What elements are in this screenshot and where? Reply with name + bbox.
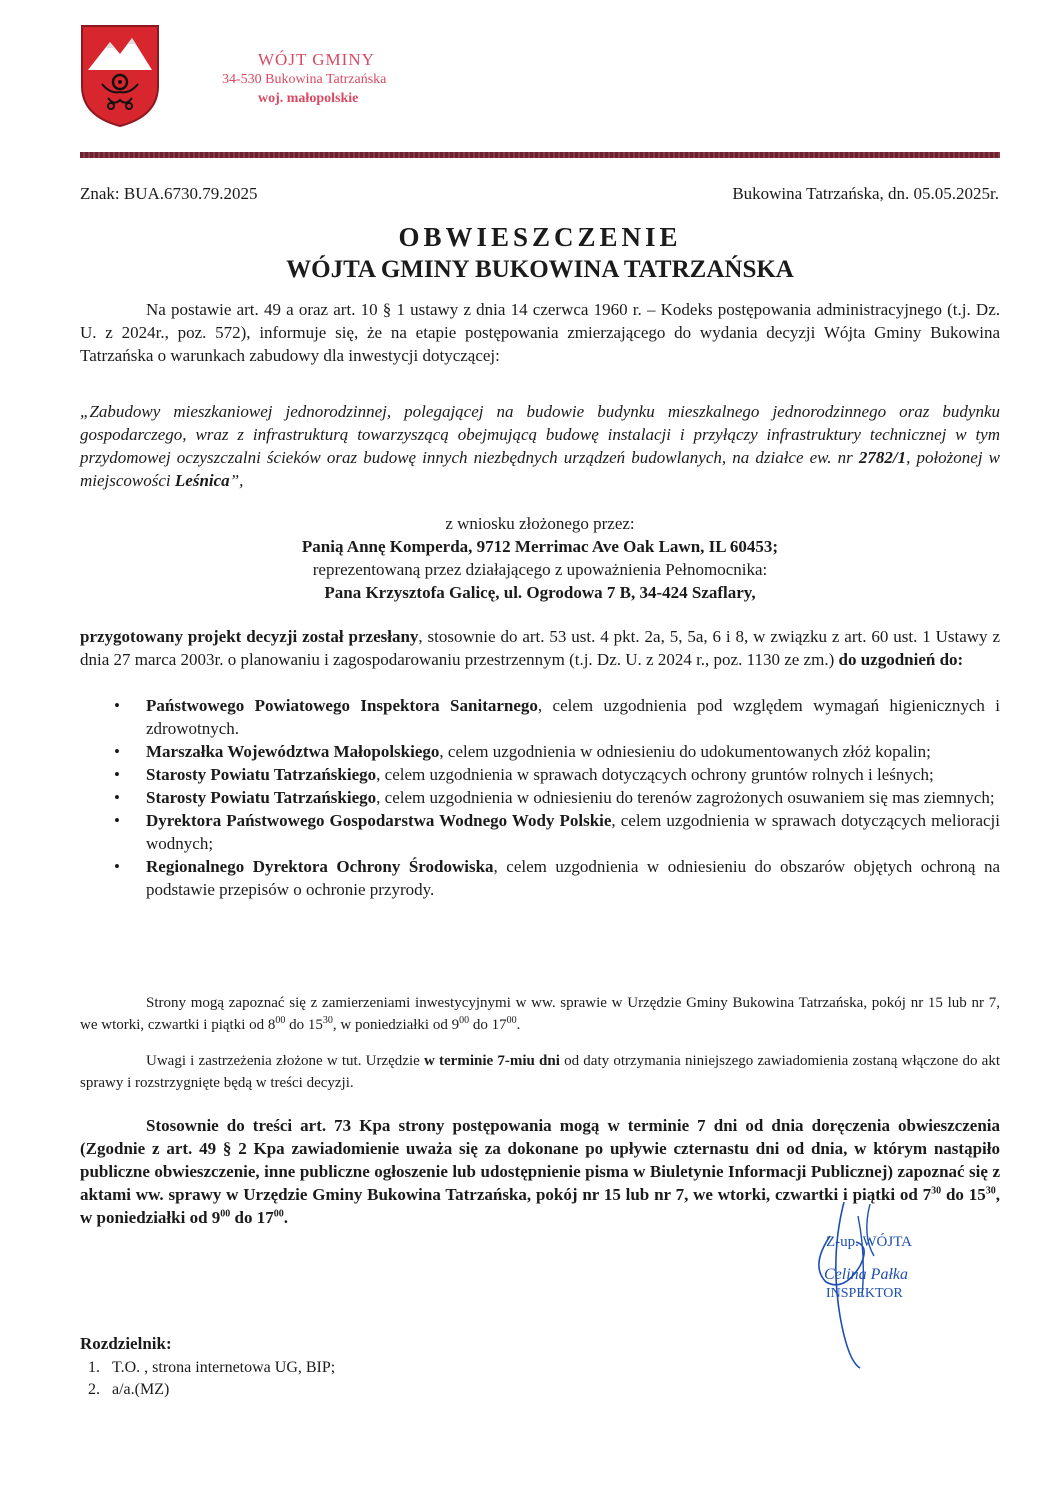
stamp-voivodeship: woj. małopolskie (258, 91, 359, 106)
signature-title: Z-up. WÓJTA (826, 1234, 913, 1250)
bullet-icon: • (114, 696, 120, 715)
bullet-icon: • (114, 788, 120, 807)
agency-purpose: , celem uzgodnienia pod względem wymagań higienicznych i zdrowotnych. (146, 696, 1000, 738)
header-divider (80, 152, 1000, 158)
sent-paragraph (80, 625, 1000, 671)
applicant: Panią Annę Komperda, 9712 Merrimac Ave Oak Lawn, IL 60453; (301, 537, 779, 556)
distribution-list (88, 1357, 335, 1401)
proxy: Pana Krzysztofa Galicę, ul. Ogrodowa 7 B, 34-424 Szaflary, (324, 583, 756, 602)
request-intro: z wniosku złożonego przez: (445, 514, 635, 533)
art73-paragraph: Stosownie do treści art. 73 Kpa strony postępowania mogą w terminie 7 dni od dnia doręczenia obwieszczenia (Zgodnie z art. 49 § 2 Kpa zawiadomienie uważa się za dokonane po upływie czternastu dni od dnia, w którym nastąpiło publiczne obwieszczenie, inne publiczne ogłoszenie lub udostępnienie pisma w Biuletynie Informacji Publicznej) zapoznać się z aktami ww. sprawy w Urzędzie Gminy Bukowina Tatrzańska, pokój nr 15 lub nr 7, we wtorki, czwartki i piątki od $7^{30}$ do $15^{30}$, w poniedziałki od $9^{00}$ do $17^{00}$. (80, 1116, 1000, 1227)
page-title: OBWIESZCZENIE (398, 222, 682, 252)
quote-mid: , położonej w miejscowości (80, 448, 1000, 490)
investment-description (80, 400, 1000, 492)
agency-name: Państwowego Powiatowego Inspektora Sanitarnego (146, 696, 538, 715)
list-item (80, 740, 1000, 763)
distribution-heading: Rozdzielnik: (80, 1334, 172, 1353)
plot-number: 2782/1 (858, 448, 907, 467)
parties-paragraph: Strony mogą zapoznać się z zamierzeniami inwestycyjnymi w ww. sprawie w Urzędzie Gminy Bukowina Tatrzańska, pokój nr 15 lub nr 7, we wtorki, czwartki i piątki od $8^{00}$ do $15^{30}$, w poniedziałki od $9^{00}$ do $17^{00}$. (80, 995, 1000, 1033)
item-number: 1. (88, 1359, 100, 1376)
coat-of-arms-icon (80, 24, 160, 128)
remarks-paragraph: Uwagi i zastrzeżenia złożone w tut. Urzędzie w terminie 7-miu dni od daty otrzymania niniejszego zawiadomienia zostaną włączone do akt sprawy i rozstrzygnięte będą w treści decyzji. (80, 1053, 1000, 1091)
agency-purpose: , celem uzgodnienia w odniesieniu do terenów zagrożonych osuwaniem się mas ziemnych; (376, 788, 995, 807)
list-item (88, 1379, 335, 1401)
stamp-address: 34-530 Bukowina Tatrzańska (222, 72, 387, 87)
bullet-icon: • (114, 765, 120, 784)
bullet-icon: • (114, 857, 120, 876)
bullet-icon: • (114, 811, 120, 830)
agency-list (80, 694, 1000, 901)
signature-name: Celina Pałka (824, 1266, 908, 1283)
list-item (80, 763, 1000, 786)
page-subtitle: WÓJTA GMINY BUKOWINA TATRZAŃSKA (286, 256, 794, 283)
place-date: Bukowina Tatrzańska, dn. 05.05.2025r. (732, 184, 999, 203)
list-item (80, 809, 1000, 855)
sent-bold-end: do uzgodnień do: (838, 650, 964, 669)
list-item (80, 786, 1000, 809)
list-item (88, 1357, 335, 1379)
agency-purpose: , celem uzgodnienia w odniesieniu do obszarów objętych ochroną na podstawie przepisów o ochronie przyrody. (146, 857, 1000, 899)
stamp-office-name: WÓJT GMINY (258, 50, 375, 69)
item-number: 2. (88, 1381, 100, 1398)
reference-number: Znak: BUA.6730.79.2025 (80, 184, 258, 203)
list-item (80, 855, 1000, 901)
item-text: T.O. , strona internetowa UG, BIP; (112, 1359, 336, 1376)
agency-name: Dyrektora Państwowego Gospodarstwa Wodnego Wody Polskie (146, 811, 612, 830)
list-item (80, 694, 1000, 740)
sent-bold-start: przygotowany projekt decyzji został przesłany (80, 627, 419, 646)
agency-purpose: , celem uzgodnienia w odniesieniu do udokumentowanych złóż kopalin; (439, 742, 931, 761)
agency-purpose: , celem uzgodnienia w sprawach dotyczących ochrony gruntów rolnych i leśnych; (376, 765, 934, 784)
agency-purpose: , celem uzgodnienia w sprawach dotyczących melioracji wodnych; (146, 811, 1000, 853)
agency-name: Starosty Powiatu Tatrzańskiego (146, 765, 377, 784)
representative-intro: reprezentowaną przez działającego z upoważnienia Pełnomocnika: (312, 560, 768, 579)
agency-name: Starosty Powiatu Tatrzańskiego (146, 788, 377, 807)
item-text: a/a.(MZ) (112, 1381, 170, 1398)
quote-end: ”, (229, 471, 244, 490)
intro-paragraph: Na postawie art. 49 a oraz art. 10 § 1 ustawy z dnia 14 czerwca 1960 r. – Kodeks postępowania administracyjnego (t.j. Dz. U. z 2024r., poz. 572), informuje się, że na etapie postępowania zmierzającego do wydania decyzji Wójta Gminy Bukowina Tatrzańska o warunkach zabudowy dla inwestycji dotyczącej: (80, 300, 1000, 365)
village-name: Leśnica (174, 471, 230, 490)
agency-name: Marszałka Województwa Małopolskiego (146, 742, 440, 761)
bullet-icon: • (114, 742, 120, 761)
sent-middle: , stosownie do art. 53 ust. 4 pkt. 2a, 5, 5a, 6 i 8, w związku z art. 60 ust. 1 Ustawy z dnia 27 marca 2003r. o planowaniu i zagospodarowaniu przestrzennym (t.j. Dz. U. z 2024 r., poz. 1130 ze zm.) (80, 627, 1000, 669)
agency-name: Regionalnego Dyrektora Ochrony Środowiska (146, 857, 494, 876)
signature-position: INSPEKTOR (826, 1286, 903, 1301)
quote-text: „Zabudowy mieszkaniowej jednorodzinnej, polegającej na budowie budynku mieszkalnego jednorodzinnego oraz budynku gospodarczego, wraz z infrastrukturą towarzyszącą obejmującą budowę instalacji i przyłączy infrastruktury technicznej w tym przydomowej oczyszczalni ścieków oraz budowę innych niezbędnych urządzeń budowlanych, na działce ew. nr (80, 402, 1000, 467)
